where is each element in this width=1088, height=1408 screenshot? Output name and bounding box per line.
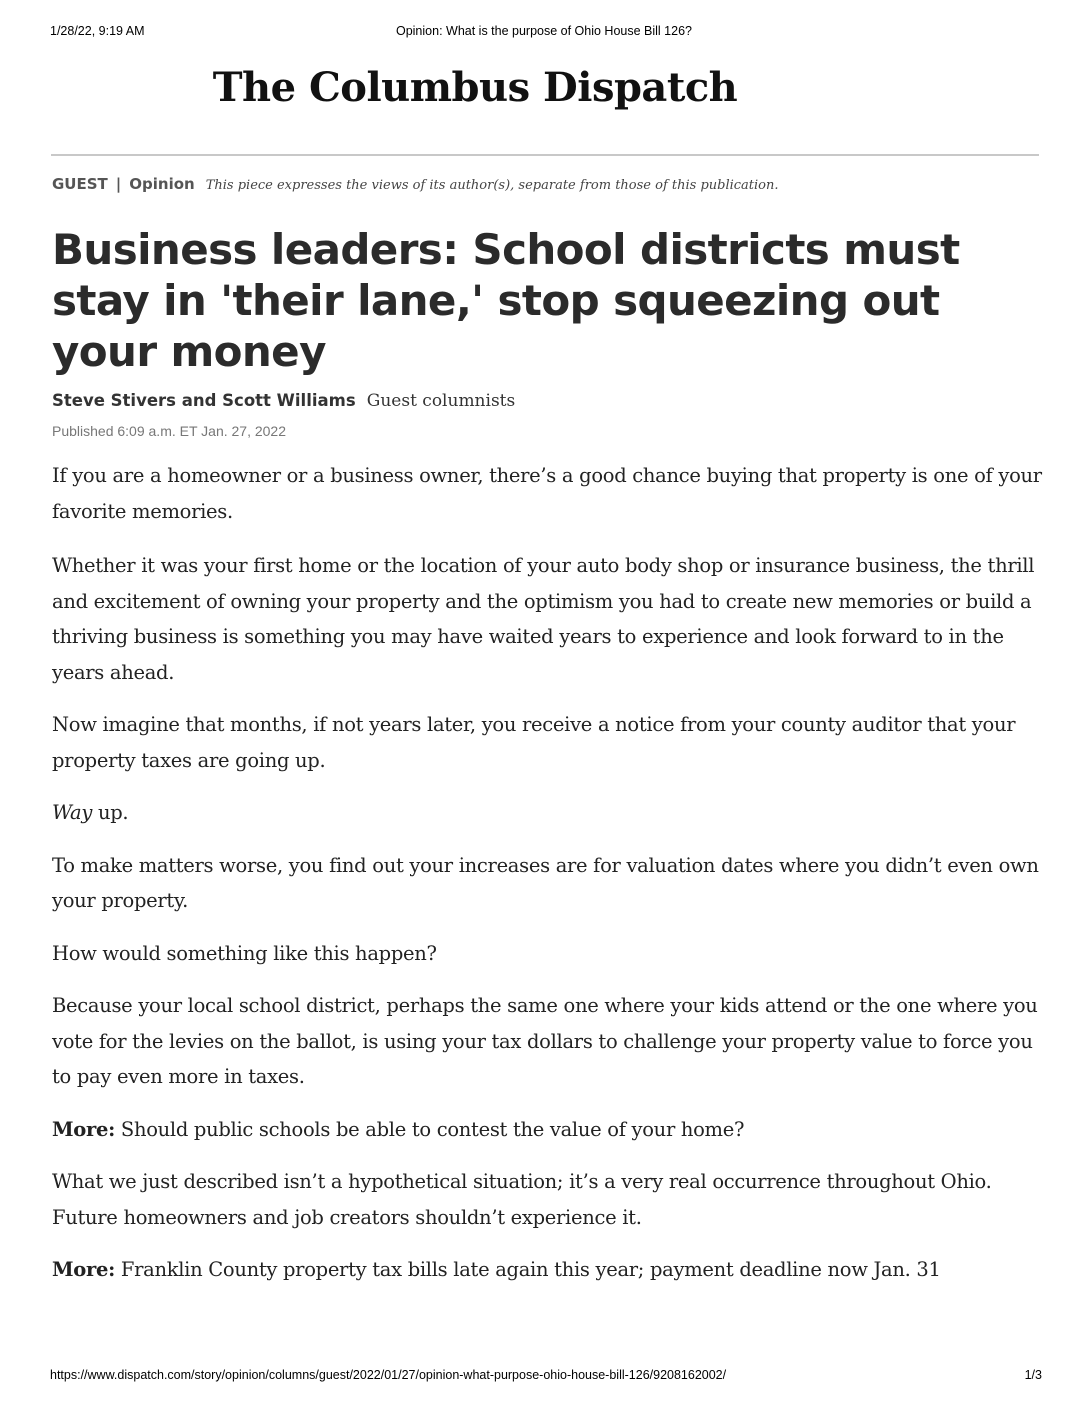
article-paragraph: If you are a homeowner or a business owner, there’s a good chance buying that property is one of your favorite memories. bbox=[52, 464, 1042, 523]
article-paragraph: To make matters worse, you find out your increases are for valuation dates where you didn’t even own your property. bbox=[52, 853, 1039, 912]
print-url: https://www.dispatch.com/story/opinion/columns/guest/2022/01/27/opinion-what-purpose-ohio-house-bill-126/9208162002/ bbox=[50, 1368, 727, 1382]
article-paragraph: What we just described isn’t a hypothetical situation; it’s a very real occurrence throughout Ohio. Future homeowners and job creators shouldn’t experience it. bbox=[52, 1170, 992, 1229]
article-body bbox=[52, 458, 1042, 1305]
article-headline: Business leaders: School districts must stay in 'their lane,' stop squeezing out your money bbox=[52, 225, 960, 376]
more-link-paragraph[interactable] bbox=[52, 1252, 1042, 1288]
print-date: 1/28/22, 9:19 AM bbox=[50, 24, 145, 38]
published-timestamp: Published 6:09 a.m. ET Jan. 27, 2022 bbox=[52, 423, 287, 439]
more-link-text[interactable]: Franklin County property tax bills late again this year; payment deadline now Jan. 31 bbox=[114, 1258, 941, 1281]
article-paragraph: Whether it was your first home or the location of your auto body shop or insurance business, the thrill and excitement of owning your property and the optimism you had to create new memories or build a thriving business is something you may have waited years to experience and look forward to in the years ahead. bbox=[52, 554, 1035, 684]
byline-authors[interactable]: Steve Stivers and Scott Williams bbox=[52, 391, 356, 410]
article-paragraph: Because your local school district, perhaps the same one where your kids attend or the one where you vote for the levies on the ballot, is using your tax dollars to challenge your property value to force you to pay even more in taxes. bbox=[52, 994, 1038, 1088]
more-link-paragraph[interactable] bbox=[52, 1112, 1042, 1148]
byline bbox=[52, 391, 515, 411]
more-link-text[interactable]: Should public schools be able to contest the value of your home? bbox=[114, 1117, 745, 1141]
label-separator: | bbox=[115, 175, 122, 193]
print-page-title: Opinion: What is the purpose of Ohio House Bill 126? bbox=[395, 24, 692, 38]
masthead-logo[interactable]: The Columbus Dispatch bbox=[212, 64, 738, 111]
byline-role: Guest columnists bbox=[366, 391, 516, 411]
print-page-number: 1/3 bbox=[1024, 1368, 1042, 1382]
opinion-disclaimer: This piece expresses the views of its author(s), separate from those of this publication. bbox=[205, 178, 779, 193]
guest-label: GUEST bbox=[52, 175, 108, 193]
more-label: More: bbox=[52, 1117, 115, 1141]
header-divider bbox=[51, 154, 1039, 156]
paragraph-text: up. bbox=[92, 801, 129, 824]
section-label-bar bbox=[52, 175, 779, 193]
emphasis-text: Way bbox=[52, 801, 93, 824]
more-label: More: bbox=[52, 1258, 115, 1281]
article-paragraph bbox=[52, 795, 1042, 831]
opinion-section-link[interactable]: Opinion bbox=[129, 175, 195, 193]
article-paragraph: How would something like this happen? bbox=[52, 941, 437, 965]
article-paragraph: Now imagine that months, if not years later, you receive a notice from your county auditor that your property taxes are going up. bbox=[52, 713, 1016, 772]
